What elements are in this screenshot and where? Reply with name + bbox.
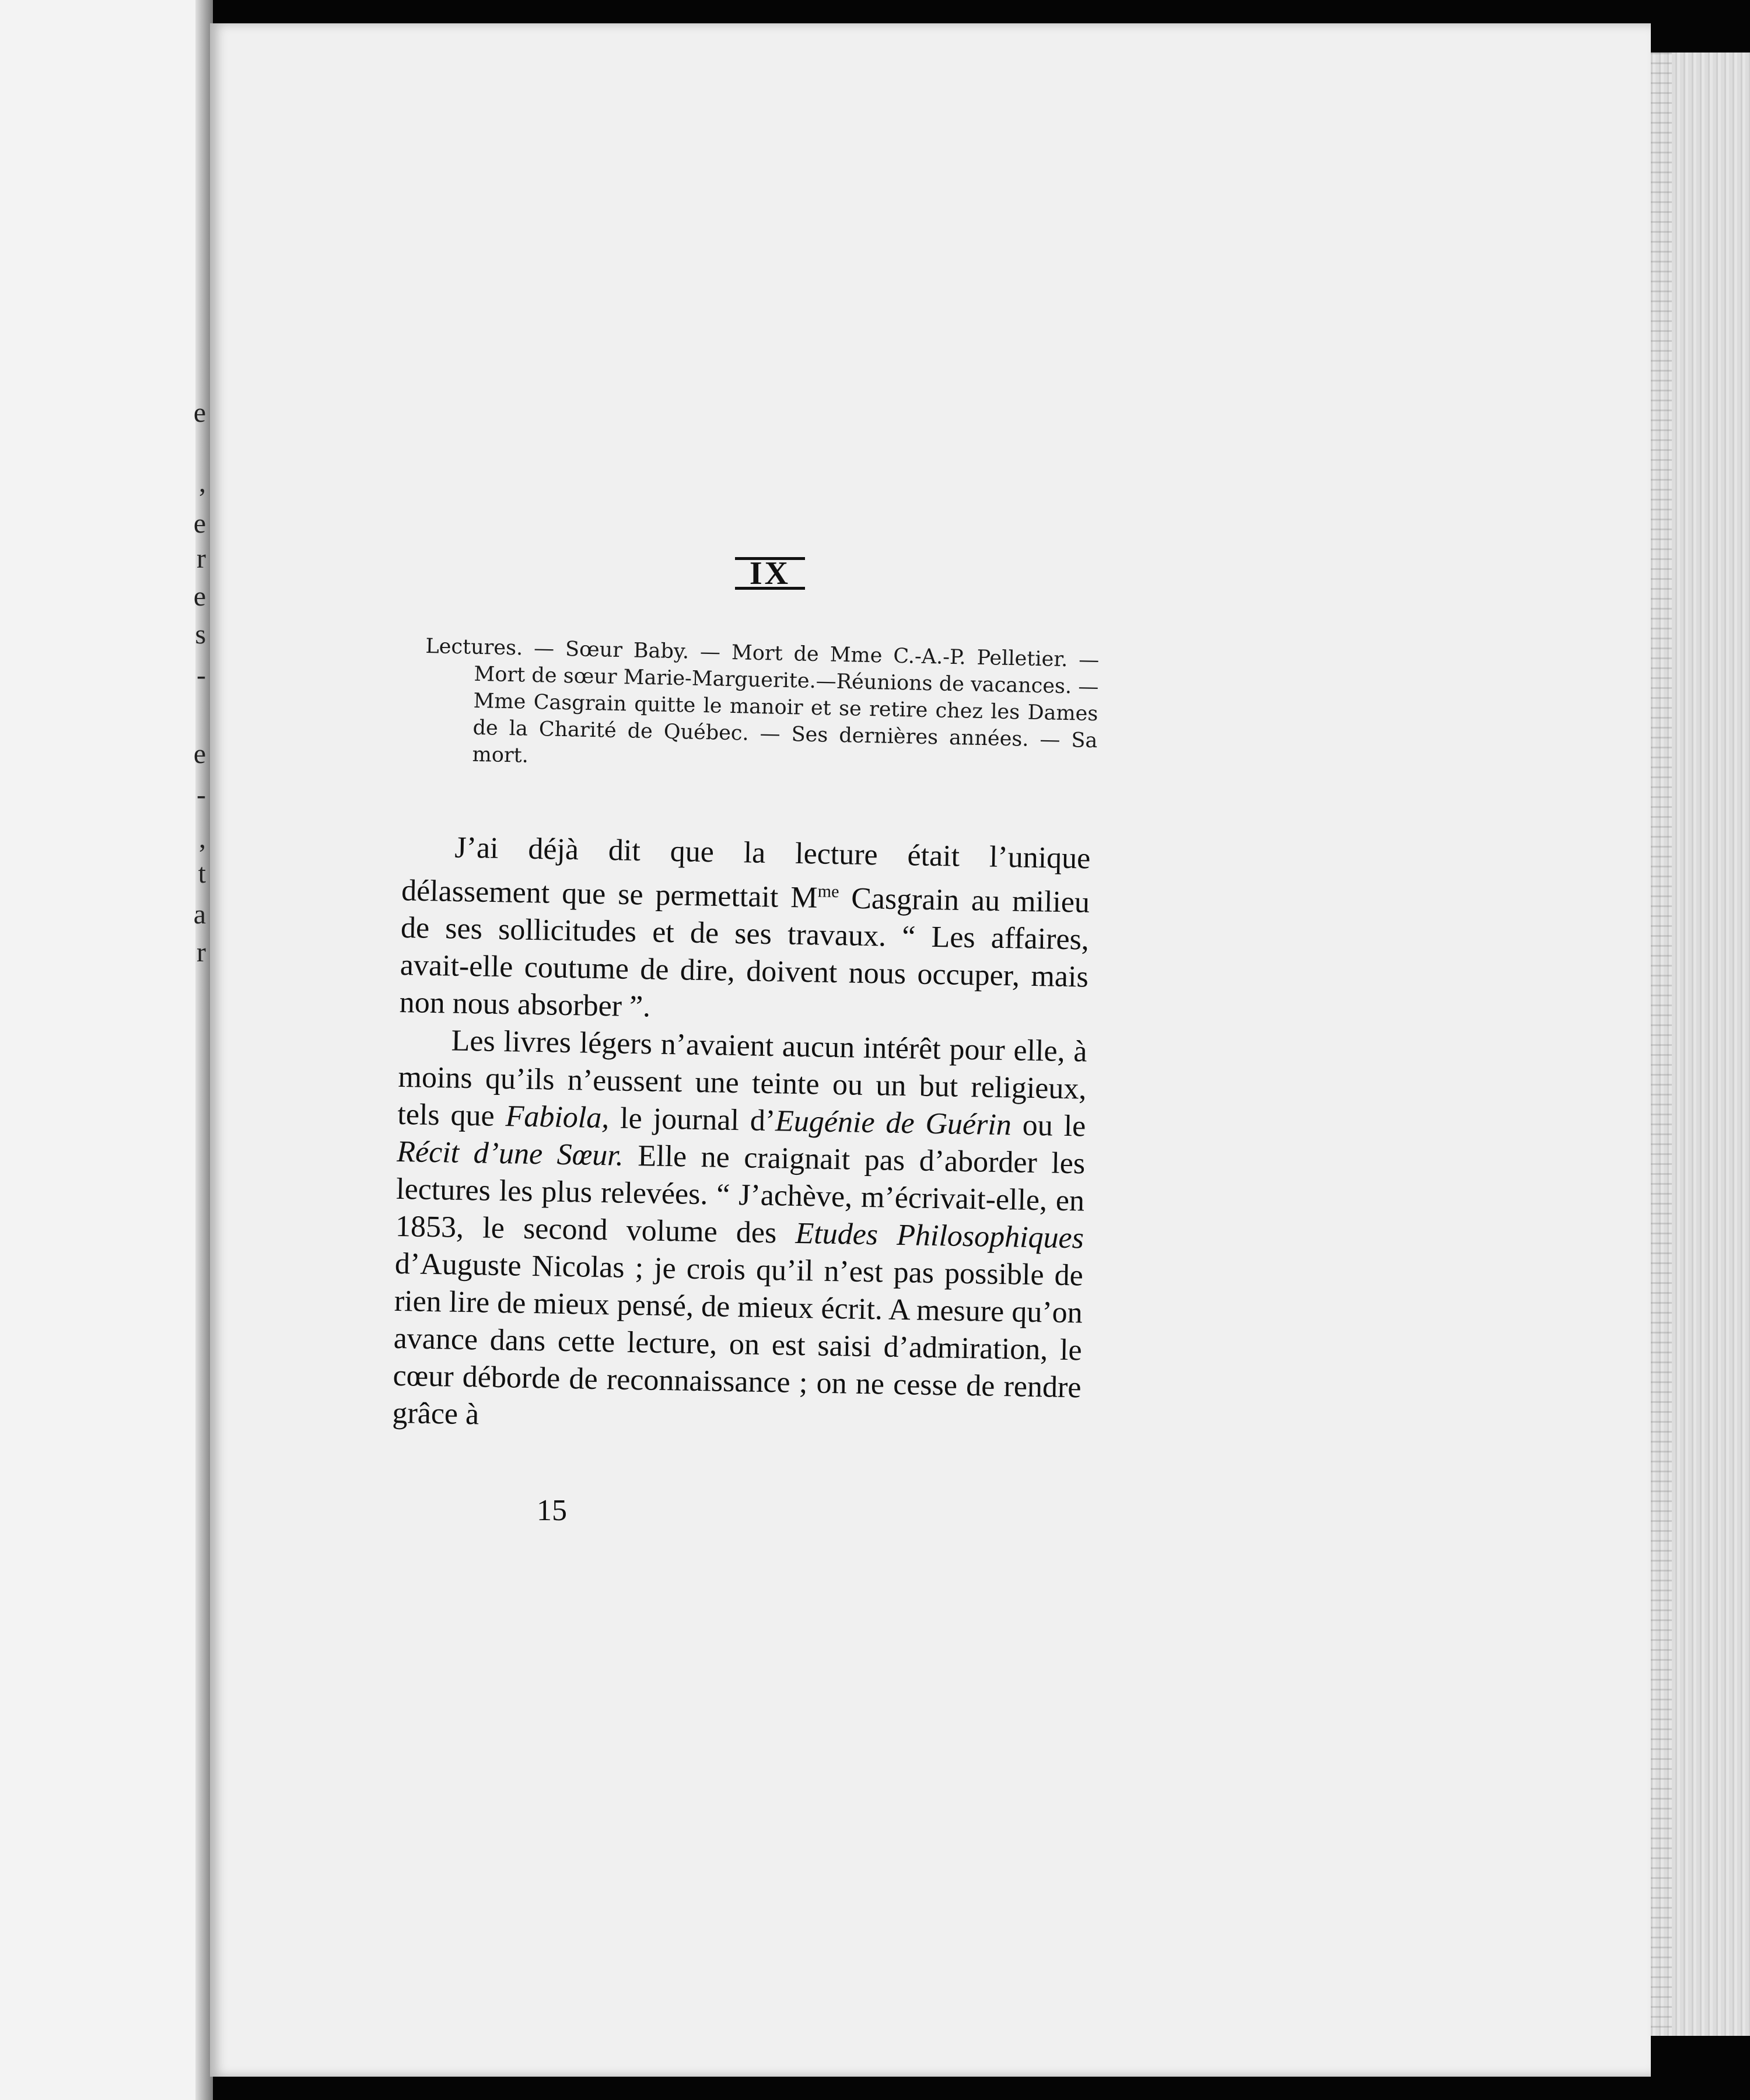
book-title-etudes: Etudes Philosophiques: [795, 1217, 1084, 1255]
paragraph-2-text-d: Elle ne craignait pas d’aborder les lectures les plus relevées. “ J’achève, m’écrivait-elle, en 1853, le second volume des: [395, 1139, 1086, 1251]
book-title-eugenie: Eugénie de Guérin: [775, 1104, 1012, 1142]
paragraph-2: [392, 1021, 1087, 1444]
body-text: [392, 828, 1091, 1444]
page-number: 15: [537, 1494, 567, 1527]
left-page-fragment: [0, 0, 213, 2100]
paragraph-2-text-c: ou le: [1011, 1108, 1086, 1143]
edge-char: ,: [199, 823, 206, 854]
chapter-summary: Lectures. — Sœur Baby. — Mort de Mme C.-A.-P. Pelletier. — Mort de sœur Marie-Marguerite.—Réunions de vacances. — Mme Casgrain quitte le manoir et se retire chez les Dames de la Charité de Québec. — Ses dernières années. — Sa mort.: [425, 634, 1100, 768]
paragraph-1: [399, 828, 1091, 1034]
paragraph-2-text-b: le journal d’: [608, 1101, 776, 1138]
edge-char: s: [195, 619, 206, 650]
book-title-fabiola: Fabiola,: [505, 1100, 610, 1135]
chapter-number: IX: [735, 557, 805, 590]
edge-char: t: [198, 858, 206, 889]
paragraph-1-text-b: Casgrain au milieu de ses sollicitudes et de ses travaux. “ Les affaires, avait-elle coutume de dire, doivent nous occuper, mais non nous absorber ”.: [399, 881, 1090, 1024]
edge-char: e: [193, 397, 206, 428]
edge-char: r: [197, 543, 206, 574]
edge-char: e: [193, 581, 206, 612]
title-abbrev-superscript: me: [817, 881, 839, 902]
edge-char: e: [193, 508, 206, 539]
paragraph-2-text-e: d’Auguste Nicolas ; je crois qu’il n’est pas possible de rien lire de mieux pensé, de mieux écrit. A mesure qu’on avance dans cette lecture, on est saisi d’admiration, le cœur déborde de reconnaissance ; on ne cesse de rendre grâce à: [392, 1247, 1084, 1432]
edge-char: r: [197, 937, 206, 968]
edge-char: -: [197, 779, 206, 810]
edge-char: -: [197, 660, 206, 691]
paragraph-2-text-a: Les livres légers n’avaient aucun intérêt pour elle, à moins qu’ils n’eussent une teinte ou un but religieux, tels que: [397, 1024, 1087, 1133]
edge-char: e: [193, 738, 206, 769]
edge-char: ,: [199, 467, 206, 498]
edge-char: a: [193, 899, 206, 930]
paragraph-1-text-a: J’ai déjà dit que la lecture était l’unique délassement que se permettait M: [401, 831, 1091, 915]
book-title-recit: Récit d’une Sœur.: [396, 1135, 624, 1173]
